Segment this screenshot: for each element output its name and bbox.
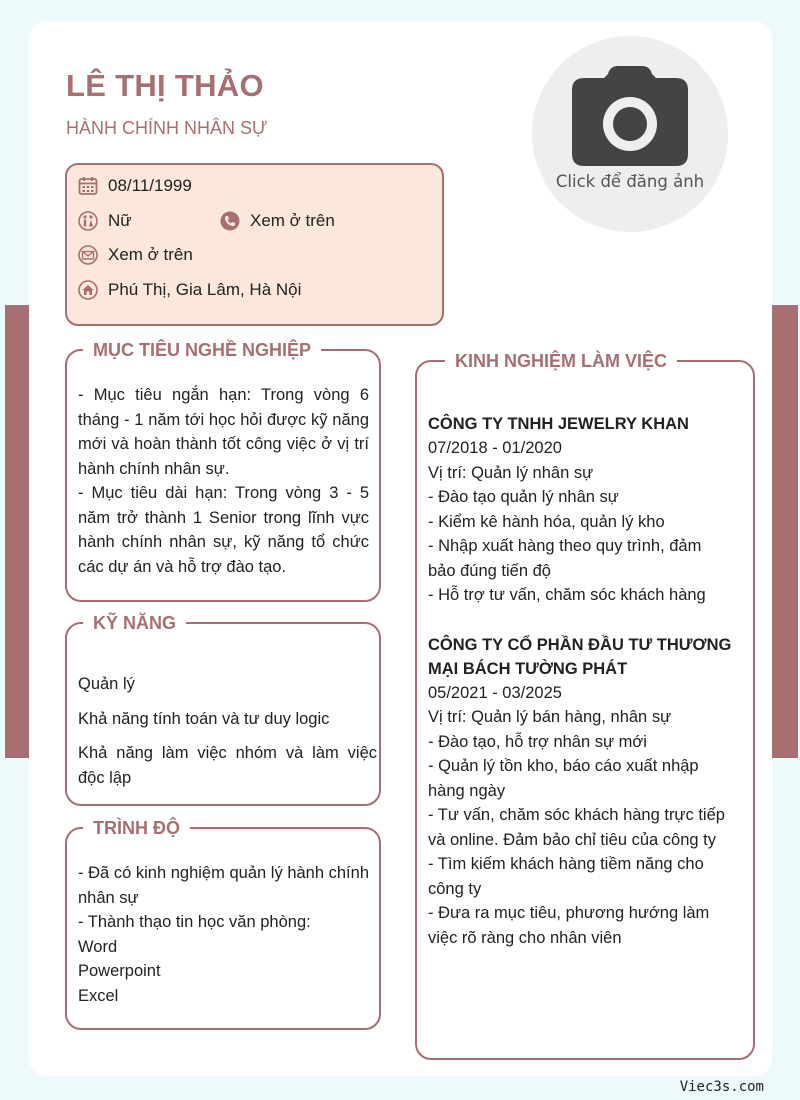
objective-body [78, 383, 369, 579]
job-position: Vị trí: Quản lý nhân sự [428, 463, 594, 482]
objective-short-term: - Mục tiêu ngắn hạn: Trong vòng 6 tháng - 1 năm tới học hỏi được kỹ năng mới và hoàn thành tốt công việc ở vị trí hành chính nhân sự. [78, 386, 369, 478]
home-icon [78, 280, 98, 300]
education-line: - Thành thạo tin học văn phòng: [78, 913, 311, 931]
job-duty: - Đào tạo quản lý nhân sự [428, 488, 619, 506]
right-accent-band [772, 305, 798, 758]
birthday-value: 08/11/1999 [108, 176, 192, 195]
camera-icon [572, 64, 688, 166]
skills-title: KỸ NĂNG [83, 610, 186, 636]
education-line: Powerpoint [78, 962, 161, 980]
experience-section [415, 351, 755, 1060]
job-period: 05/2021 - 03/2025 [428, 683, 562, 702]
photo-upload-label: Click để đăng ảnh [555, 172, 705, 191]
company-name: CÔNG TY CỔ PHẦN ĐẦU TƯ THƯƠNG MẠI BÁCH TƯỜNG PHÁT [428, 635, 732, 678]
skill-item: Quản lý [78, 675, 135, 693]
job-period: 07/2018 - 01/2020 [428, 439, 562, 457]
skill-item: Khả năng tính toán và tư duy logic [78, 709, 330, 728]
skills-section [65, 613, 381, 806]
address-value: Phú Thị, Gia Lâm, Hà Nội [108, 280, 302, 299]
birthday-row [78, 176, 192, 196]
job-title: HÀNH CHÍNH NHÂN SỰ [66, 118, 268, 138]
gender-value: Nữ [108, 211, 132, 230]
job-duty: - Nhập xuất hàng theo quy trình, đảm bảo đúng tiến độ [428, 537, 702, 580]
email-value: Xem ở trên [108, 245, 193, 264]
skill-item: Khả năng làm việc nhóm và làm việc độc lập [78, 744, 377, 787]
education-section [65, 818, 381, 1030]
phone-icon [220, 211, 240, 231]
phone-value: Xem ở trên [250, 211, 335, 230]
photo-upload[interactable] [532, 36, 728, 232]
experience-body [428, 412, 733, 950]
objective-section [65, 340, 381, 602]
education-line: - Đã có kinh nghiệm quản lý hành chính nhân sự [78, 864, 369, 907]
contact-info-box [65, 163, 444, 326]
skills-list [78, 672, 377, 790]
job-duty: - Kiểm kê hành hóa, quản lý kho [428, 512, 665, 531]
address-row [78, 280, 301, 300]
gender-icon [78, 211, 98, 231]
job-duty: - Đào tạo, hỗ trợ nhân sự mới [428, 732, 647, 751]
job-duty: - Đưa ra mục tiêu, phương hướng làm việc rõ ràng cho nhân viên [428, 904, 710, 947]
objective-long-term: - Mục tiêu dài hạn: Trong vòng 3 - 5 năm trở thành 1 Senior trong lĩnh vực hành chính nhân sự, kỹ năng tổ chức các dự án và hỗ trợ đào tạo. [78, 484, 369, 576]
phone-row [220, 211, 335, 231]
calendar-icon [78, 176, 98, 196]
left-accent-band [5, 305, 31, 758]
job-duty: - Hỗ trợ tư vấn, chăm sóc khách hàng [428, 586, 706, 604]
job-position: Vị trí: Quản lý bán hàng, nhân sự [428, 708, 672, 726]
candidate-name: LÊ THỊ THẢO [66, 68, 264, 103]
experience-title: KINH NGHIỆM LÀM VIỆC [445, 348, 677, 374]
email-row [78, 245, 193, 265]
email-icon [78, 245, 98, 265]
job-duty: - Tư vấn, chăm sóc khách hàng trực tiếp và online. Đảm bảo chỉ tiêu của công ty [428, 806, 725, 849]
education-title: TRÌNH ĐỘ [83, 815, 190, 841]
company-name: CÔNG TY TNHH JEWELRY KHAN [428, 415, 689, 433]
education-line: Excel [78, 986, 119, 1005]
site-watermark: Viec3s.com [679, 1079, 764, 1095]
gender-row [78, 211, 132, 231]
education-line: Word [78, 937, 118, 956]
job-duty: - Quản lý tồn kho, báo cáo xuất nhập hàng ngày [428, 757, 699, 800]
job-duty: - Tìm kiếm khách hàng tiềm năng cho công ty [428, 855, 704, 898]
objective-title: MỤC TIÊU NGHỀ NGHIỆP [83, 337, 321, 363]
education-body [78, 861, 369, 1008]
